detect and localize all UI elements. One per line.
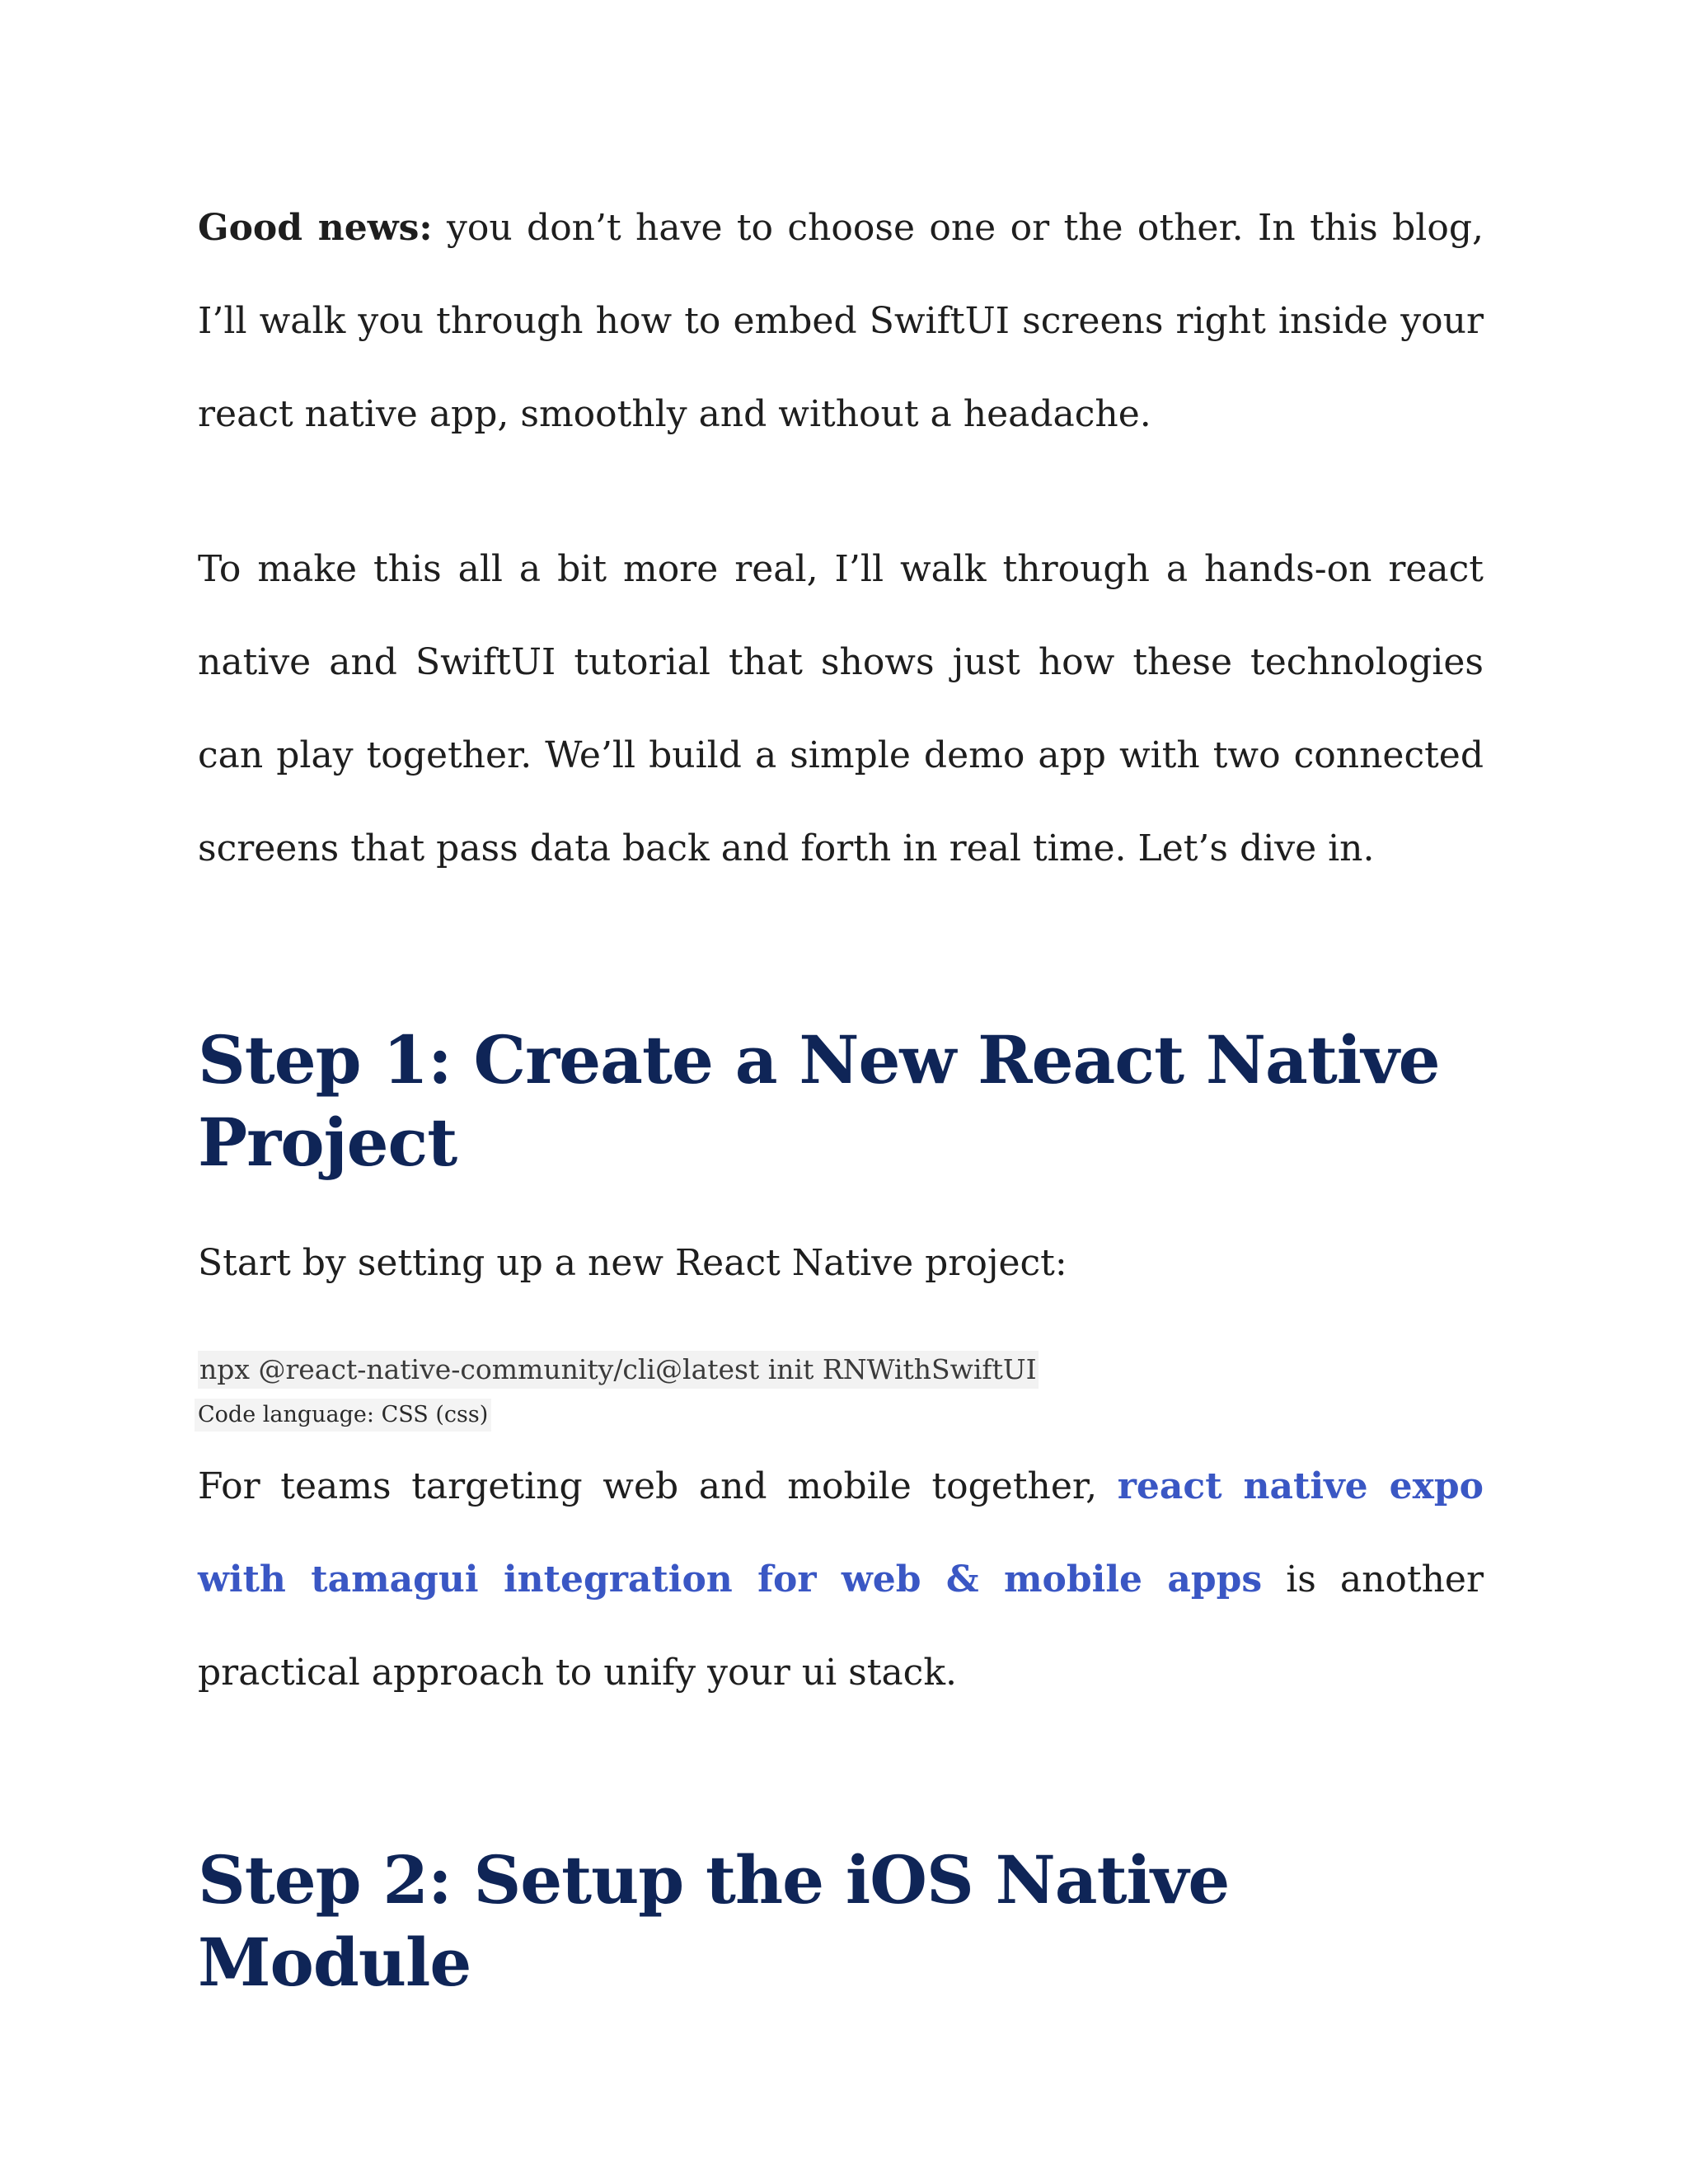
- code-snippet: [198, 1351, 1484, 1389]
- tamagui-integration-link[interactable]: react native expo with tamagui integration for web & mobile apps: [198, 1465, 1484, 1601]
- teams-text-before: For teams targeting web and mobile together,: [198, 1465, 1118, 1507]
- step1-heading: Step 1: Create a New React Native Project: [198, 1021, 1440, 1181]
- code-language-label-row: [198, 1399, 1484, 1432]
- intro-lead-text: you don’t have to choose one or the other. In this blog, I’ll walk you through how to embed SwiftUI screens right inside your react native app, smoothly and without a headache.: [198, 207, 1484, 435]
- intro-paragraph: [198, 181, 1484, 461]
- intro-lead-bold: Good news:: [198, 207, 433, 249]
- teams-paragraph: [198, 1440, 1484, 1719]
- step1-intro-paragraph: Start by setting up a new React Native project:: [198, 1242, 1067, 1284]
- teams-text-after: is another practical approach to unify your ui stack.: [198, 1558, 1484, 1694]
- code-command[interactable]: npx @react-native-community/cli@latest init RNWithSwiftUI: [198, 1351, 1039, 1389]
- article-content: [198, 181, 1484, 2004]
- code-language-label: Code language: CSS (css): [195, 1399, 491, 1432]
- demo-overview-paragraph: To make this all a bit more real, I’ll walk through a hands-on react native and SwiftUI tutorial that shows just how these technologies can play together. We’ll build a simple demo app with two connected screens that pass data back and forth in real time. Let’s dive in.: [198, 548, 1484, 869]
- step2-heading: Step 2: Setup the iOS Native Module: [198, 1841, 1230, 2001]
